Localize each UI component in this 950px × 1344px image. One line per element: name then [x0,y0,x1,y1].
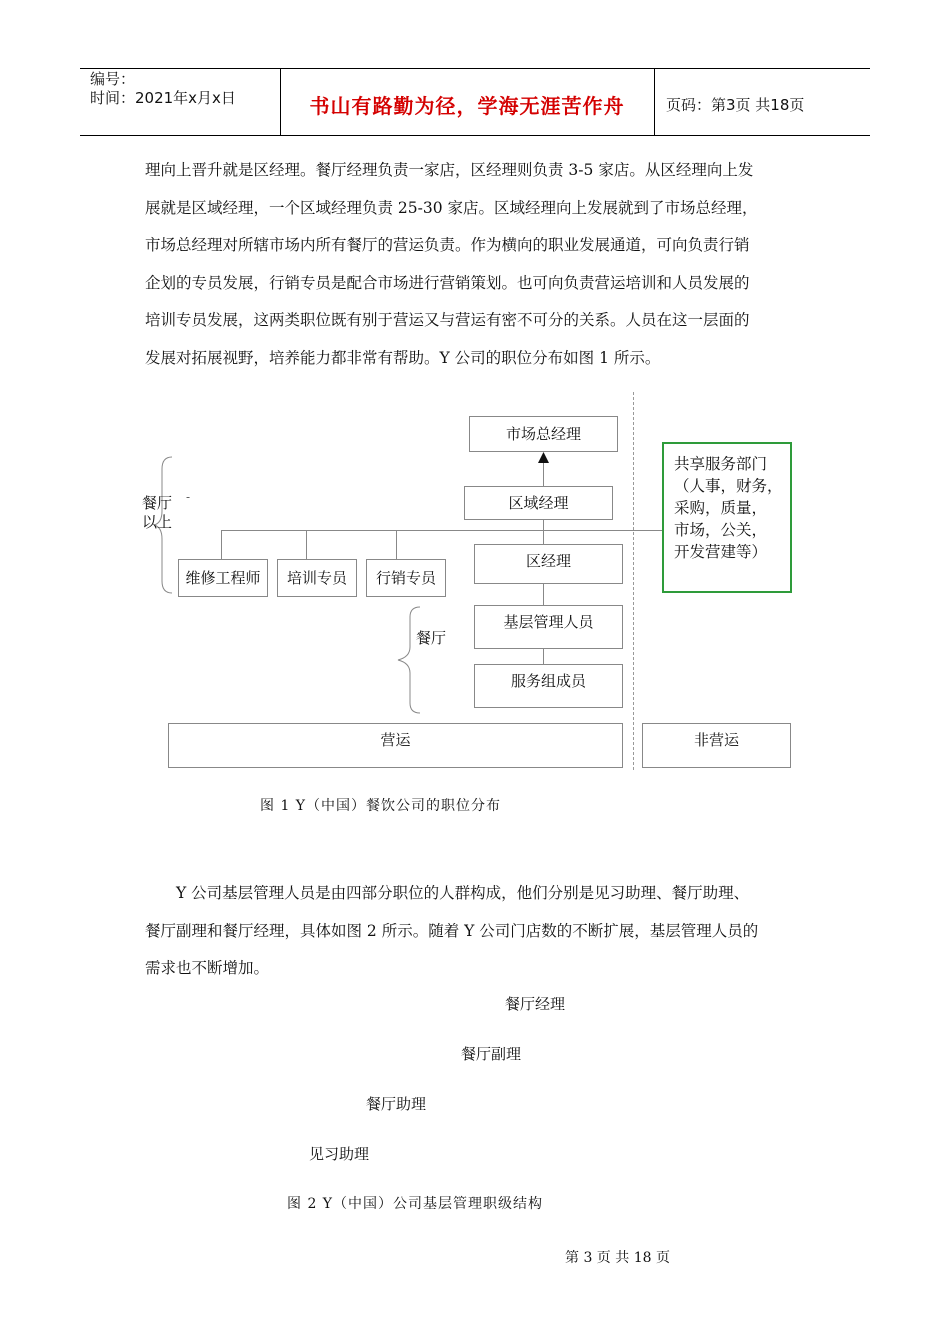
connector-regional-to-market [543,462,544,486]
header-divider-left [280,68,281,136]
paragraph-line: 发展对拓展视野，培养能力都非常有帮助。Y 公司的职位分布如图 1 所示。 [145,348,661,367]
box-area-manager: 区经理 [474,544,623,584]
page-footer: 第 3 页 共 18 页 [565,1250,670,1266]
shared-services-line: 采购，质量， [674,499,768,517]
box-operations: 营运 [168,723,623,768]
connector-area-to-regional [543,520,544,544]
label-above-restaurant-line1: 餐厅 [142,494,173,512]
box-base-management: 基层管理人员 [474,605,623,649]
box-non-operations: 非营运 [642,723,791,768]
header-page-label: 页码：第3页 共18页 [666,96,805,114]
box-training-specialist: 培训专员 [277,559,357,597]
paragraph-line: 企划的专员发展，行销专员是配合市场进行营销策划。也可向负责营运培训和人员发展的 [145,273,750,292]
operations-divider [633,392,634,770]
connector-to-maintenance [221,530,222,559]
connector-to-training [306,530,307,559]
connector-crew-to-base [543,649,544,664]
level-trainee-assistant: 见习助理 [309,1145,370,1163]
header-motto: 书山有路勤为径，学海无涯苦作舟 [309,94,625,118]
box-shared-services [662,442,792,593]
document-time-label: 时间：2021年x月x日 [90,89,236,107]
header-bottom-rule [80,135,870,136]
paragraph-line: Y 公司基层管理人员是由四部分职位的人群构成，他们分别是见习助理、餐厅助理、 [176,884,750,902]
shared-services-line: 开发营建等） [674,543,768,561]
box-maintenance-engineer: 维修工程师 [178,559,268,597]
level-restaurant-manager: 餐厅经理 [505,995,566,1013]
paragraph-line: 理向上晋升就是区经理。餐厅经理负责一家店，区经理则负责 3-5 家店。从区经理向上发 [145,161,754,179]
figure-1-caption: 图 1 Y（中国）餐饮公司的职位分布 [260,798,502,814]
level-restaurant-assistant: 餐厅助理 [366,1095,427,1113]
brace-tick: - [186,490,191,504]
box-market-gm: 市场总经理 [469,416,618,452]
label-above-restaurant-line2: 以上 [142,513,173,531]
paragraph-line: 需求也不断增加。 [145,959,270,977]
label-restaurant: 餐厅 [416,629,447,647]
figure-2-caption: 图 2 Y（中国）公司基层管理职级结构 [287,1196,544,1212]
body-paragraph-2 [145,875,815,988]
arrow-up-icon [538,452,549,464]
header-top-rule [80,68,870,69]
paragraph-line: 展就是区域经理，一个区域经理负责 25-30 家店。区域经理向上发展就到了市场总经理， [145,198,758,217]
header-divider-right [654,68,655,136]
box-service-crew: 服务组成员 [474,664,623,708]
shared-services-line: 共享服务部门 [674,455,768,473]
shared-services-line: （人事，财务， [674,477,783,495]
header-meta [90,70,236,108]
box-marketing-specialist: 行销专员 [366,559,446,597]
connector-to-marketing [396,530,397,559]
body-paragraph-1 [145,152,815,377]
label-above-restaurant [142,494,172,532]
paragraph-line: 培训专员发展，这两类职位既有别于营运又与营运有密不可分的关系。人员在这一层面的 [145,311,750,329]
shared-services-line: 市场，公关， [674,521,768,539]
paragraph-line: 餐厅副理和餐厅经理，具体如图 2 所示。随着 Y 公司门店数的不断扩展，基层管理人员的 [145,921,759,940]
horizontal-connector [221,530,662,531]
brace-restaurant [394,605,424,715]
level-assistant-manager: 餐厅副理 [461,1045,522,1063]
box-regional-manager: 区域经理 [464,486,613,520]
paragraph-line: 市场总经理对所辖市场内所有餐厅的营运负责。作为横向的职业发展通道，可向负责行销 [145,236,750,254]
document-number-label: 编号： [90,70,136,88]
